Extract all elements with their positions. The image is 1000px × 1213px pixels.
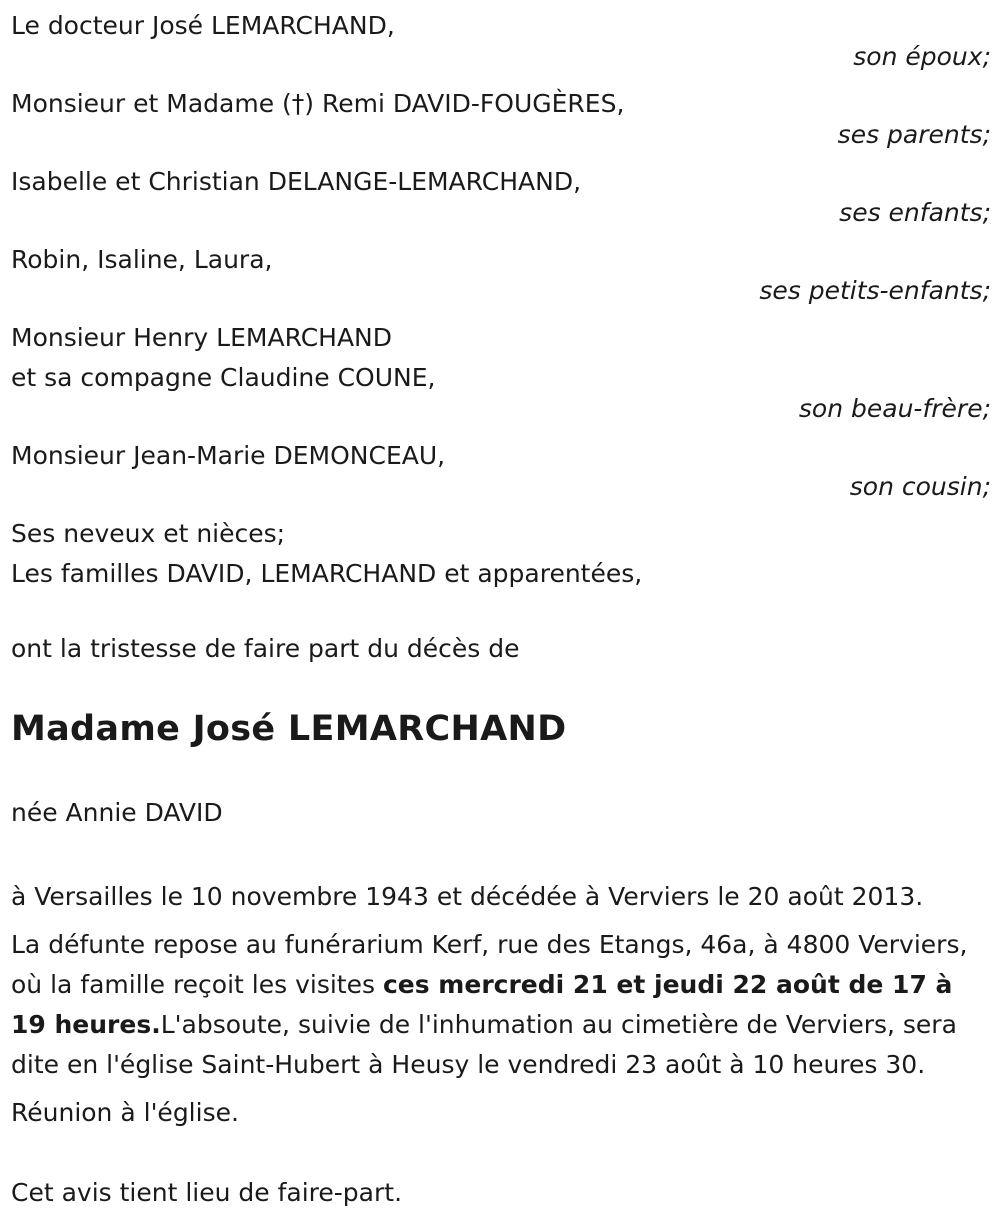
family-role: son époux; bbox=[853, 42, 991, 71]
maiden-name: née Annie DAVID bbox=[11, 798, 223, 827]
family-role: ses petits-enfants; bbox=[759, 276, 991, 305]
family-member-line: Robin, Isaline, Laura, bbox=[11, 245, 273, 274]
family-entry bbox=[11, 436, 991, 499]
family-member-line: Monsieur Jean-Marie DEMONCEAU, bbox=[11, 441, 446, 470]
family-entry bbox=[11, 6, 991, 69]
family-member-line: Monsieur Henry LEMARCHAND bbox=[11, 323, 393, 352]
announcement-intro: ont la tristesse de faire part du décès de bbox=[11, 634, 520, 663]
family-member-line: Le docteur José LEMARCHAND, bbox=[11, 11, 395, 40]
obituary-notice bbox=[11, 6, 991, 1213]
relatives bbox=[11, 514, 991, 594]
relatives-line: Ses neveux et nièces; bbox=[11, 519, 286, 548]
family-member-line: Isabelle et Christian DELANGE-LEMARCHAND, bbox=[11, 167, 582, 196]
family-entry bbox=[11, 318, 991, 421]
visitation-text: La défunte repose au funérarium Kerf, rue des Etangs, 46a, à 4800 Verviers, où la famille reçoit les visites bbox=[11, 930, 968, 999]
funeral-text: L'absoute, suivie de l'inhumation au cimetière de Verviers, sera dite en l'église Saint-Hubert à Heusy le vendredi 23 août à 10 heures 30. bbox=[11, 1010, 957, 1079]
family-role: son cousin; bbox=[849, 472, 991, 501]
birth-death-info: à Versailles le 10 novembre 1943 et décédée à Verviers le 20 août 2013. bbox=[11, 882, 924, 911]
relatives-line: Les familles DAVID, LEMARCHAND et apparentées, bbox=[11, 559, 643, 588]
family-role: ses enfants; bbox=[839, 198, 991, 227]
family-member-line: Monsieur et Madame (†) Remi DAVID-FOUGÈRES, bbox=[11, 89, 625, 118]
deceased-name: Madame José LEMARCHAND bbox=[11, 709, 567, 749]
family-role: son beau-frère; bbox=[798, 394, 991, 423]
meeting-info: Réunion à l'église. bbox=[11, 1098, 239, 1127]
visitation-paragraph bbox=[11, 925, 991, 1085]
family-entry bbox=[11, 162, 991, 225]
family-member-line: et sa compagne Claudine COUNE, bbox=[11, 363, 436, 392]
closing-note: Cet avis tient lieu de faire-part. bbox=[11, 1178, 403, 1207]
family-entry bbox=[11, 84, 991, 147]
family-entry bbox=[11, 240, 991, 303]
family-role: ses parents; bbox=[837, 120, 991, 149]
visitation-hours: ces mercredi 21 et jeudi 22 août de 17 à 19 heures. bbox=[11, 970, 953, 1039]
